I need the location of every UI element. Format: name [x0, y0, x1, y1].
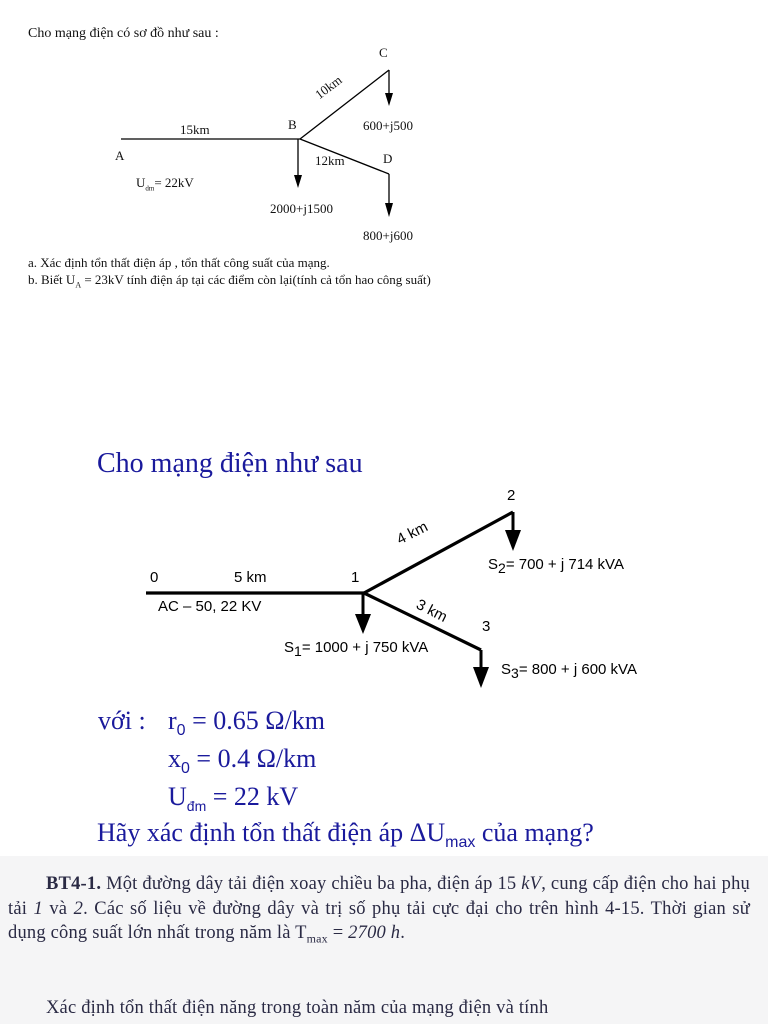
node-3-label: 3: [482, 618, 491, 635]
problem3-scan: [0, 856, 768, 1024]
node-a-label: A: [115, 148, 125, 163]
length-13-label: 3 km: [413, 596, 450, 626]
node-1-label: 1: [351, 569, 360, 586]
length-bd-label: 12km: [315, 153, 345, 168]
length-01-label: 5 km: [234, 569, 267, 586]
load-b-label: 2000+j1500: [270, 201, 333, 216]
length-bc-label: 10km: [312, 72, 345, 102]
problem2-title: Cho mạng điện như sau: [97, 448, 363, 479]
line-12: [364, 512, 513, 593]
problem2-question: Hãy xác định tổn thất điện áp $\Delta U_{max}$ của mạng?: [97, 818, 594, 852]
load-d-label: 800+j600: [363, 228, 413, 243]
rated-voltage-label: $U_{dm}= 22kV$: [136, 175, 194, 193]
load-2-arrow-icon: [505, 530, 521, 551]
node-b-label: B: [288, 117, 297, 132]
node-c-label: C: [379, 45, 388, 60]
load-1-arrow-icon: [355, 614, 371, 634]
question-a: a. Xác định tổn thất điện áp , tổn thất công suất của mạng.: [28, 255, 330, 270]
question-b: b. Biết $U_A = 23kV$ tính điện áp tại các điểm còn lại(tính cả tổn hao công suất): [28, 272, 431, 290]
load-3-label: $S_3= 800 + j$ 600 kVA: [501, 661, 637, 681]
load-1-label: $S_1= 1000 + j$ 750 kVA: [284, 639, 429, 659]
param-r0: $r_0 = 0.65$ Ω/km: [168, 706, 326, 740]
param-x0: $x_0 = 0.4$ Ω/km: [168, 744, 317, 778]
problem3-paragraph1: BT4-1. Một đường dây tải điện xoay chiều ba pha, điện áp 15 kV, cung cấp điện cho hai phụ tải 1 và 2. Các số liệu về đường dây và trị số phụ tải cực đại cho trên hình 4-15. Thời gian sử dụng công suất lớn nhất trong năm là $T_{max} = 2700$ h.: [8, 874, 751, 946]
node-d-label: D: [383, 151, 393, 166]
load-2-label: $S_2= 700 + j$ 714 kVA: [488, 556, 624, 576]
length-12-label: 4 km: [394, 518, 431, 549]
param-udm: $U_{đm} = 22$ kV: [168, 782, 299, 815]
length-ab-label: 15km: [180, 122, 210, 137]
load-c-label: 600+j500: [363, 118, 413, 133]
node-0-label: 0: [150, 569, 159, 586]
problem1-intro: Cho mạng điện có sơ đồ như sau :: [28, 26, 219, 41]
problem3-paragraph2: Xác định tổn thất điện năng trong toàn năm của mạng điện và tính: [46, 998, 549, 1018]
line-spec-label: AC – 50, 22 KV: [158, 598, 262, 615]
load-3-arrow-icon: [473, 667, 489, 688]
params-lead: với :: [98, 706, 146, 735]
node-2-label: 2: [507, 487, 516, 504]
